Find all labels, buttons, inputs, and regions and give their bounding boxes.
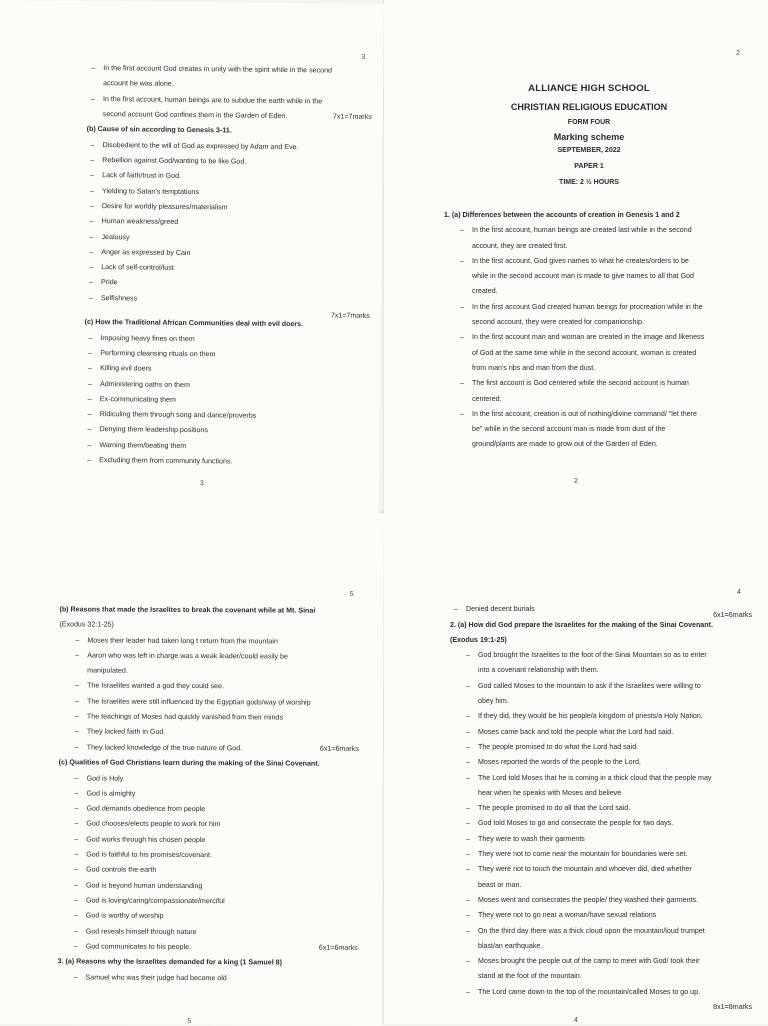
list-item-text: while in the second account man is made to give names to all that God (472, 272, 695, 281)
list-item-text: Samuel who was their judge had become old (85, 973, 227, 982)
list-item (59, 648, 359, 665)
list-item (58, 924, 358, 941)
bullet-dash: – (466, 912, 470, 920)
list-item-text: stand at the foot of the mountain. (478, 972, 582, 981)
list-item (450, 893, 752, 908)
list-item (59, 740, 359, 757)
bullet-dash: – (460, 227, 464, 235)
bullet-dash: – (90, 172, 95, 180)
list-item (58, 970, 358, 987)
bullet-dash: – (466, 728, 470, 736)
list-item (444, 407, 749, 422)
list-item (58, 801, 358, 818)
list-item-text: God is faithful to his promises/covenant. (86, 850, 213, 860)
list-item (450, 924, 752, 939)
bullet-dash: – (74, 882, 78, 890)
list-item (444, 223, 749, 238)
list-item (59, 725, 359, 742)
list-item (87, 107, 372, 125)
bullet-dash: – (90, 95, 95, 103)
list-item-text: On the third day there was a thick cloud upon the mountain/loud trumpet (478, 926, 705, 935)
bullet-dash: – (460, 257, 464, 265)
list-item-text: from man's ribs and man from the dust. (472, 363, 596, 372)
bullet-dash: – (88, 365, 93, 373)
list-item-text: Desire for worldly pleasures/materialism (101, 202, 228, 212)
list-item-text: God is almighty (86, 789, 136, 798)
bullet-dash: – (466, 851, 470, 859)
list-item-text: created. (472, 287, 498, 296)
list-item (58, 878, 358, 895)
page-3 (0, 0, 384, 516)
page-number-bottom: 2 (574, 478, 578, 485)
list-item-text: In the first account God creates in unity with the spirit while in the second (103, 64, 333, 75)
list-item (450, 862, 752, 877)
page-5 (0, 512, 384, 1026)
list-item (450, 786, 752, 801)
list-item (59, 709, 359, 726)
list-item-text: In the first account God created human beings for procreation while in the (472, 302, 703, 311)
list-item-text: Performing cleansing rituals on them (100, 349, 216, 359)
list-item-text: Moses reported the words of the people to the Lord. (478, 758, 641, 767)
list-item-text: Moses their leader had taken long t return from the mountain (87, 636, 278, 646)
bullet-dash: – (89, 202, 94, 210)
marks-label: 6x1=6marks (318, 943, 358, 953)
list-item (444, 269, 749, 284)
list-item (450, 908, 752, 923)
bullet-dash: – (466, 743, 470, 751)
list-item-text: Moses brought the people out of the camp to meet with God/ took their (478, 957, 700, 966)
list-item (450, 694, 752, 709)
bullet-dash: – (460, 380, 464, 388)
bullet-dash: – (87, 456, 92, 464)
marks-label: 6x1=6marks (319, 744, 359, 753)
list-item-text: The teachings of Moses had quickly vanished from their minds (86, 712, 283, 722)
bullet-dash: – (73, 912, 78, 920)
bullet-dash: – (87, 380, 92, 388)
list-item (444, 361, 749, 376)
bullet-dash: – (74, 790, 79, 798)
list-item-text: God chooses/elects people to work for him (86, 819, 221, 829)
bullet-dash: – (466, 652, 470, 660)
list-item (58, 786, 358, 803)
list-item-text: Imposing heavy fines on them (100, 333, 195, 343)
list-item (450, 847, 752, 862)
list-item-text: The people promised to do what the Lord had said. (478, 742, 639, 751)
bullet-dash: – (87, 426, 92, 434)
list-item (58, 939, 358, 956)
scheme-title: Marking scheme (553, 132, 625, 142)
list-item-text: centered. (472, 394, 502, 403)
list-item (450, 801, 752, 816)
school-name: ALLIANCE HIGH SCHOOL (528, 83, 650, 94)
exam-date: SEPTEMBER, 2022 (557, 147, 621, 154)
list-item (444, 300, 749, 315)
list-item (450, 725, 752, 740)
list-item (444, 284, 749, 299)
list-item-text: They were not to go near a woman/have sexual relations (478, 911, 657, 920)
page-4-content (450, 602, 752, 1015)
bullet-dash: – (90, 141, 95, 149)
list-item-text: If they did, they would be his people/a kingdom of priests/a Holy Nation. (478, 712, 703, 721)
list-item-text: God controls the earth (86, 865, 157, 875)
bullet-dash: – (73, 943, 78, 951)
list-item-text: The Lord came down to the top of the mountain/called Moses to go up. (478, 987, 701, 996)
section-heading: (c) How the Traditional African Communities deal with evil doers. (84, 318, 304, 329)
list-item-text: The people promised to do all that the Lord said. (478, 804, 631, 813)
list-item-text: Pride (101, 278, 118, 287)
list-item-text: Aaron who was left in charge was a weak leader/could easily be (87, 651, 288, 661)
list-item (450, 878, 752, 893)
list-item-text: account, they are created first. (472, 241, 568, 250)
bullet-dash: – (466, 713, 470, 721)
bullet-dash: – (88, 334, 93, 342)
list-item (83, 453, 368, 471)
bullet-dash: – (74, 820, 79, 828)
bullet-dash: – (466, 682, 470, 690)
list-item-text: In the first account, creation is out of nothing/divine command/ "let there (472, 409, 697, 418)
list-item (58, 817, 358, 834)
marks-label: 7x1=7marks (332, 112, 372, 122)
list-item (58, 863, 358, 880)
list-item-text: Lack of faith/trust in God. (102, 171, 182, 181)
paper-number: PAPER 1 (574, 163, 604, 170)
bullet-dash: – (87, 395, 92, 403)
bullet-dash: – (466, 988, 470, 996)
bullet-dash: – (466, 805, 470, 813)
list-item-text: God communicates to his people. (85, 942, 192, 951)
bullet-dash: – (74, 836, 79, 844)
exam-time: TIME: 2 ½ HOURS (559, 179, 619, 186)
list-item-text: Moses came back and told the people what the Lord had said. (478, 727, 674, 736)
list-item (450, 939, 752, 954)
list-item (444, 330, 749, 345)
list-item-text: They were not to touch the mountain and whoever did, died whether (478, 865, 692, 874)
bullet-dash: – (87, 441, 92, 449)
bullet-dash: – (87, 411, 92, 419)
list-item-text: In the first account, God gives names to what he creates/orders to be (472, 256, 689, 265)
list-item-text: be" while in the second account man is made from dust of the (472, 425, 666, 434)
list-item-text: God demands obedience from people (86, 804, 206, 814)
list-item-text: Jealousy (101, 232, 130, 241)
list-item-text: The Lord told Moses that he is coming in a thick cloud that the people may (478, 773, 712, 782)
list-item (450, 679, 752, 694)
list-item-text: Denied decent burials (466, 605, 535, 613)
page-number-bottom: 5 (187, 1017, 192, 1026)
bullet-dash: – (460, 334, 464, 342)
list-item-text: Selfishness (100, 293, 138, 303)
list-item-text: Rebellion against God/wanting to be like God. (102, 156, 247, 166)
bullet-dash: – (466, 958, 470, 966)
list-item (444, 376, 749, 391)
list-item (450, 954, 752, 969)
bullet-dash: – (89, 187, 94, 195)
question-heading: 2. (a) How did God prepare the Israelites for the making of the Sinai Covenant. (450, 620, 713, 629)
list-item-text: The Israelites wanted a god they could see. (87, 681, 224, 691)
list-item (450, 985, 752, 1000)
page-number-top: 4 (737, 589, 741, 596)
list-item-text: God brought the Israelites to the foot of the Sinai Mountain so as to enter (478, 651, 707, 660)
bullet-dash: – (466, 896, 470, 904)
bullet-dash: – (466, 759, 470, 767)
page-5-content (58, 602, 360, 987)
list-item-text: Excluding them from community functions. (99, 456, 233, 466)
section-heading: (b) Reasons that made the Israelites to break the covenant while at Mt. Sinai (59, 605, 316, 615)
bullet-dash: – (466, 820, 470, 828)
list-item (444, 422, 749, 437)
list-item-text: They lacked faith in God. (86, 727, 166, 737)
marks-label: 7x1=7marks (330, 311, 370, 320)
page-number-top: 3 (361, 53, 366, 61)
page-number-top: 5 (349, 590, 354, 598)
list-item (59, 679, 359, 696)
question-heading: 3. (a) Reasons why the Israelites demanded for a king (1 Samuel 8) (57, 957, 282, 967)
list-item-text: Ridiculing them through song and dance/proverbs (99, 410, 257, 420)
bullet-dash: – (74, 728, 79, 736)
list-item-text: God is worthy of worship (85, 911, 164, 921)
list-item-text: beast or man. (478, 880, 522, 889)
bullet-dash: – (74, 698, 79, 706)
list-item (450, 709, 752, 724)
list-item-text: God told Moses to go and consecrate the people for two days. (478, 819, 674, 828)
bullet-dash: – (74, 774, 79, 782)
list-item (450, 816, 752, 831)
bullet-dash: – (75, 682, 80, 690)
list-item-text: God is loving/caring/compassionate/merciful (85, 896, 225, 906)
list-item-text: In the first account man and woman are created in the image and likeness (472, 333, 705, 342)
bullet-dash: – (460, 303, 464, 311)
list-item-text: Denying them leadership positions (99, 425, 208, 435)
list-item (444, 437, 749, 452)
page-number-bottom: 4 (574, 1017, 578, 1024)
section-heading: (b) Cause of sin according to Genesis 3-11. (86, 125, 232, 135)
bullet-dash: – (454, 606, 458, 613)
list-item (450, 969, 752, 984)
list-item (58, 832, 358, 849)
bullet-dash: – (74, 805, 79, 813)
list-item (58, 847, 358, 864)
list-item-text: The Israelites were still influenced by the Egyptian gods/way of worship (86, 697, 311, 707)
list-item-text: obey him. (478, 697, 509, 706)
bullet-dash: – (74, 744, 79, 752)
list-item-text: In the first account, human beings are to subdue the earth while in the (102, 94, 323, 105)
list-item-text: Disobedient to the will of God as expressed by Adam and Eve. (102, 140, 299, 151)
marks-label: 6x1=6marks (713, 611, 752, 620)
form-level: FORM FOUR (567, 119, 611, 126)
marks-label: 8x1=8marks (713, 1003, 752, 1012)
bullet-dash: – (75, 636, 80, 645)
bullet-dash: – (466, 927, 470, 935)
page-number-bottom: 3 (199, 480, 204, 488)
list-item-text: They were not to come near the mountain for boundaries were set. (478, 850, 688, 859)
question-heading: 1. (a) Differences between the accounts of creation in Genesis 1 and 2 (444, 211, 680, 219)
bullet-dash: – (73, 927, 78, 935)
bullet-dash: – (74, 851, 79, 859)
subject-title: CHRISTIAN RELIGIOUS EDUCATION (510, 102, 668, 112)
list-item-text: God works through his chosen people (86, 835, 206, 844)
list-item (450, 755, 752, 770)
scripture-reference: (Exodus 19:1-25) (450, 635, 507, 644)
bullet-dash: – (466, 774, 470, 782)
list-item (444, 315, 749, 330)
bullet-dash: – (88, 294, 93, 302)
bullet-dash: – (90, 157, 95, 165)
scripture-reference: (Exodus 32:1-25) (59, 620, 114, 629)
list-item (58, 909, 358, 926)
list-item (450, 648, 752, 663)
list-item-text: Lack of self-control/lust (101, 263, 174, 272)
list-item-text: They lacked knowledge of the true nature of God. (86, 743, 243, 752)
page-3-content (83, 61, 372, 471)
bullet-dash: – (89, 233, 94, 241)
list-item-text: of God at the same time while in the second account, woman is created (472, 348, 697, 357)
list-item-text: In the first account, human beings are created last while in the second (472, 226, 692, 235)
list-item-text: Administering oaths on them (99, 379, 190, 389)
list-item (450, 771, 752, 786)
list-item-text: second account, they were created for companionship. (472, 318, 644, 327)
list-item-text: God reveals himself through nature (85, 926, 197, 936)
bullet-dash: – (89, 248, 94, 256)
list-item (85, 291, 370, 309)
list-item (450, 663, 752, 678)
section-heading: (c) Qualities of God Christians learn during the making of the Sinai Covenant. (58, 758, 320, 768)
list-item (58, 893, 358, 910)
list-item-text: Warning them/beating them (99, 440, 187, 450)
page-2-content (444, 208, 749, 453)
page-number-top: 2 (736, 50, 740, 57)
list-item-text: second account God confines them in the Garden of Eden. (102, 109, 288, 120)
list-item-text: Anger as expressed by Cain (101, 247, 191, 257)
list-item-text: Human weakness/greed (101, 217, 179, 227)
bullet-dash: – (89, 264, 94, 272)
list-item (450, 740, 752, 755)
list-item-text: God is beyond human understanding (86, 881, 203, 890)
list-item (59, 633, 359, 650)
bullet-dash: – (460, 410, 464, 418)
bullet-dash: – (73, 897, 78, 905)
bullet-dash: – (75, 652, 80, 660)
list-item-text: Yielding to Satan's temptations (101, 186, 199, 196)
list-item-text: account he was alone. (103, 79, 174, 89)
list-item (450, 602, 752, 617)
bullet-dash: – (89, 218, 94, 226)
bullet-dash: – (74, 713, 79, 721)
list-item-text: ground/plants are made to grow out of the Garden of Eden. (472, 440, 658, 449)
page-2 (384, 0, 768, 512)
list-item-text: Ex-communicating them (99, 394, 176, 404)
bullet-dash: – (73, 974, 78, 982)
bullet-dash: – (74, 866, 79, 874)
list-item-text: into a covenant relationship with them. (478, 666, 599, 675)
list-item-text: God called Moses to the mountain to ask if the Israelites were willing to (478, 681, 701, 690)
page-4 (384, 512, 768, 1024)
list-item-text: Moses went and consecrates the people/ they washed their garments. (478, 895, 699, 904)
bullet-dash: – (91, 64, 96, 73)
list-item (444, 346, 749, 361)
list-item (450, 832, 752, 847)
list-item-text: The first account is God centered while the second account is human (472, 379, 689, 388)
list-item-text: They were to wash their garments (478, 834, 585, 843)
exam-header (444, 83, 734, 190)
bullet-dash: – (88, 349, 93, 357)
bullet-dash: – (466, 835, 470, 843)
list-item-text: manipulated. (87, 666, 128, 675)
bullet-dash: – (466, 866, 470, 874)
list-item (444, 239, 749, 254)
list-item (444, 254, 749, 269)
list-item (444, 392, 749, 407)
list-item-text: blast/an earthquake. (478, 941, 543, 950)
list-item (59, 694, 359, 711)
list-item (59, 771, 359, 788)
list-item (59, 663, 359, 680)
list-item-text: God is Holy (86, 774, 124, 783)
bullet-dash: – (89, 279, 93, 287)
list-item-text: Killing evil doers (100, 364, 152, 373)
list-item-text: hear when he speaks with Moses and believe (478, 788, 622, 797)
